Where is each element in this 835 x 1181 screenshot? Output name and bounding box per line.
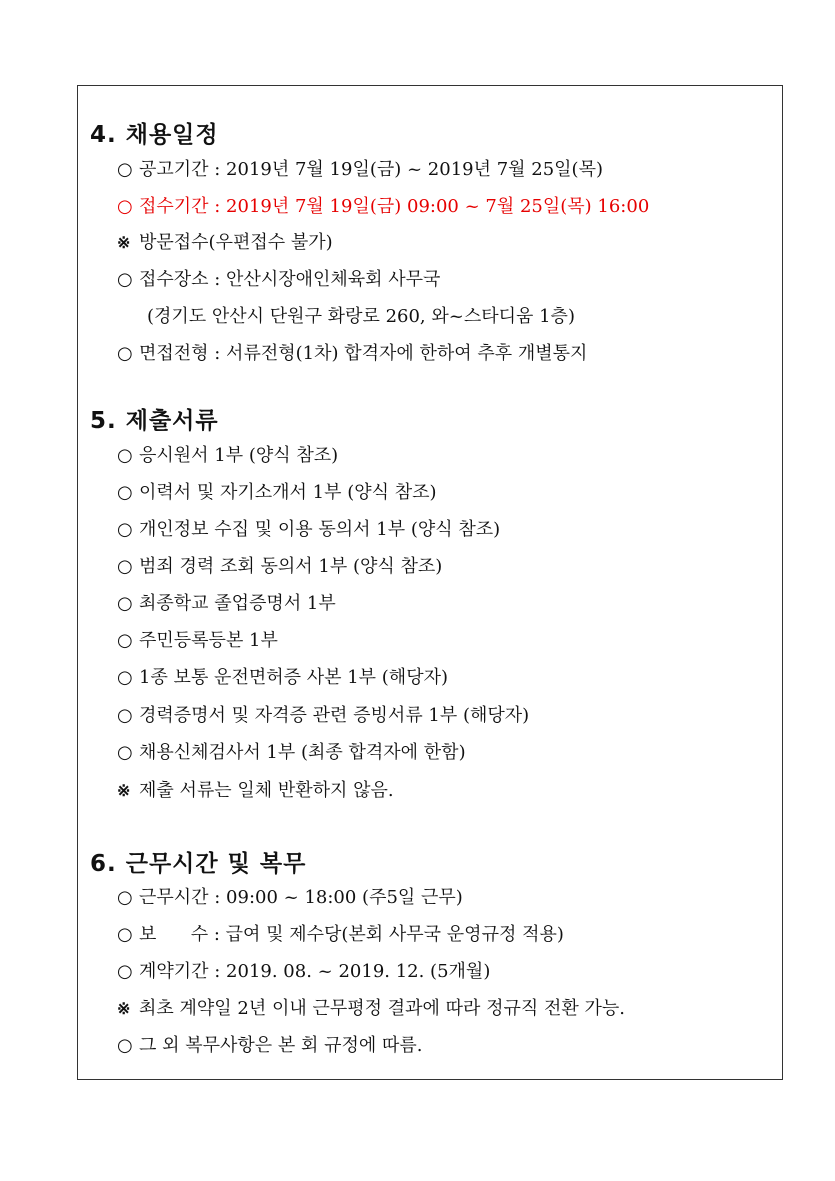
list-item-graduation-certificate: [117, 592, 336, 616]
list-item-other-rules: [117, 1034, 422, 1058]
circle-bullet-icon: ○: [117, 159, 133, 180]
reference-mark-icon: ※: [117, 233, 131, 252]
circle-bullet-icon: ○: [117, 961, 133, 982]
list-item-text: 개인정보 수집 및 이용 동의서 1부 (양식 참조): [139, 519, 501, 540]
circle-bullet-icon: ○: [117, 887, 133, 908]
list-item-text: 접수기간 : 2019년 7월 19일(금) 09:00 ~ 7월 25일(목) 16:00: [139, 196, 650, 217]
list-item-text: 범죄 경력 조회 동의서 1부 (양식 참조): [139, 556, 443, 577]
circle-bullet-icon: ○: [117, 593, 133, 614]
list-item-resume: [117, 481, 437, 505]
note-item-visit-only: [117, 231, 333, 255]
circle-bullet-icon: ○: [117, 519, 133, 540]
list-item-text: 계약기간 : 2019. 08. ~ 2019. 12. (5개월): [139, 961, 491, 982]
list-item-criminal-record-consent: [117, 555, 442, 579]
list-item-notice-period: [117, 158, 603, 182]
list-item-text: 근무시간 : 09:00 ~ 18:00 (주5일 근무): [139, 887, 463, 908]
note-item-permanent-conversion: [117, 997, 625, 1021]
circle-bullet-icon: ○: [117, 196, 133, 217]
list-item-interview: [117, 342, 587, 366]
section-heading-schedule: 4. 채용일정: [90, 122, 219, 148]
list-item-text: (경기도 안산시 단원구 화랑로 260, 와~스타디움 1층): [147, 306, 575, 327]
list-item-address: [147, 305, 575, 329]
circle-bullet-icon: ○: [117, 705, 133, 726]
list-item-text: 공고기간 : 2019년 7월 19일(금) ~ 2019년 7월 25일(목): [139, 159, 603, 180]
circle-bullet-icon: ○: [117, 445, 133, 466]
list-item-application-period: [117, 195, 649, 219]
list-item-salary: [117, 923, 564, 947]
circle-bullet-icon: ○: [117, 269, 133, 290]
list-item-text: 주민등록등본 1부: [139, 630, 278, 651]
note-item-no-return: [117, 779, 394, 803]
list-item-application-place: [117, 268, 440, 292]
circle-bullet-icon: ○: [117, 924, 133, 945]
reference-mark-icon: ※: [117, 999, 131, 1018]
list-item-text: 경력증명서 및 자격증 관련 증빙서류 1부 (해당자): [139, 705, 530, 726]
list-item-resident-registration: [117, 629, 278, 653]
circle-bullet-icon: ○: [117, 667, 133, 688]
list-item-text: 이력서 및 자기소개서 1부 (양식 참조): [139, 482, 437, 503]
circle-bullet-icon: ○: [117, 556, 133, 577]
list-item-drivers-license: [117, 666, 448, 690]
list-item-work-hours: [117, 886, 463, 910]
list-item-text: 채용신체검사서 1부 (최종 합격자에 한함): [139, 742, 466, 763]
reference-mark-icon: ※: [117, 781, 131, 800]
circle-bullet-icon: ○: [117, 630, 133, 651]
section-heading-work-hours: 6. 근무시간 및 복무: [90, 851, 307, 877]
section-heading-documents: 5. 제출서류: [90, 408, 219, 434]
circle-bullet-icon: ○: [117, 1035, 133, 1056]
list-item-contract-period: [117, 960, 490, 984]
list-item-text: 1종 보통 운전면허증 사본 1부 (해당자): [139, 667, 448, 688]
list-item-text: 최초 계약일 2년 이내 근무평정 결과에 따라 정규직 전환 가능.: [139, 998, 625, 1019]
list-item-privacy-consent: [117, 518, 500, 542]
list-item-text: 응시원서 1부 (양식 참조): [139, 445, 339, 466]
list-item-text: 그 외 복무사항은 본 회 규정에 따름.: [139, 1035, 423, 1056]
circle-bullet-icon: ○: [117, 482, 133, 503]
list-item-text: 방문접수(우편접수 불가): [139, 232, 333, 253]
list-item-career-certificate: [117, 704, 529, 728]
circle-bullet-icon: ○: [117, 742, 133, 763]
list-item-application-form: [117, 444, 338, 468]
list-item-text: 제출 서류는 일체 반환하지 않음.: [139, 780, 394, 801]
list-item-text: 접수장소 : 안산시장애인체육회 사무국: [139, 269, 441, 290]
list-item-text: 면접전형 : 서류전형(1차) 합격자에 한하여 추후 개별통지: [139, 343, 588, 364]
list-item-medical-exam: [117, 741, 466, 765]
list-item-text: 보 수 : 급여 및 제수당(본회 사무국 운영규정 적용): [139, 924, 564, 945]
list-item-text: 최종학교 졸업증명서 1부: [139, 593, 336, 614]
circle-bullet-icon: ○: [117, 343, 133, 364]
